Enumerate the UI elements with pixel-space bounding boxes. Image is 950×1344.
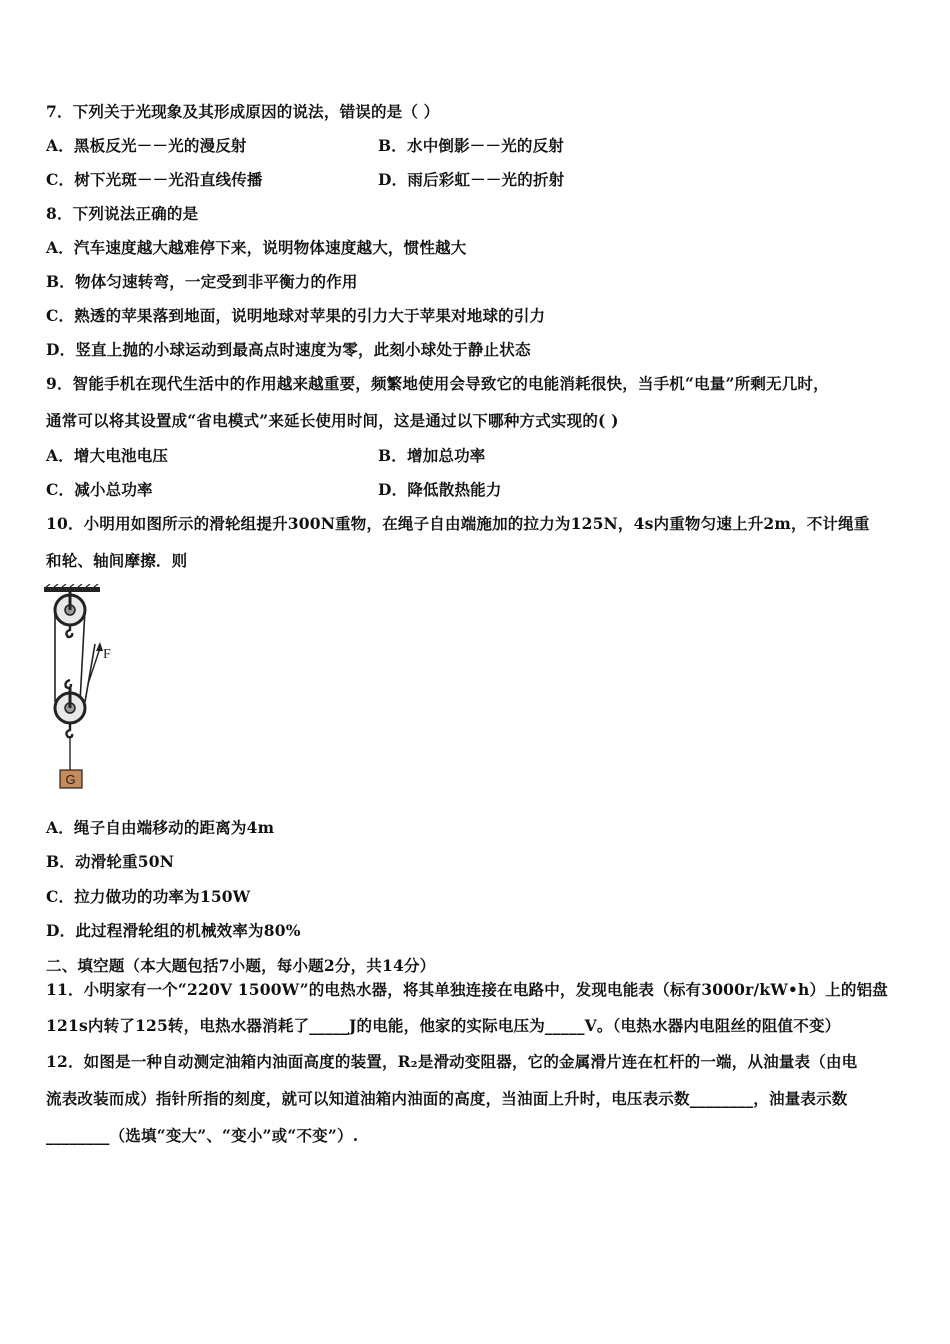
fixed-pulley-hook (66, 625, 72, 637)
q9-option-c: C．减小总功率 (46, 480, 153, 499)
q9-stem-line2: 通常可以将其设置成“省电模式”来延长使用时间，这是通过以下哪种方式实现的( ) (46, 411, 619, 430)
q8-stem: 8．下列说法正确的是 (46, 204, 199, 223)
q7-option-c: C．树下光斑－－光沿直线传播 (46, 170, 263, 189)
section2-heading: 二、填空题（本大题包括7小题，每小题2分，共14分） (46, 956, 436, 975)
force-arrowhead (96, 642, 103, 651)
q9-stem-line1: 9．智能手机在现代生活中的作用越来越重要，频繁地使用会导致它的电能消耗很快，当手机“电量”所剩无几时， (46, 374, 829, 393)
pulley-system-figure (40, 584, 130, 794)
q10-option-c: C．拉力做功的功率为150W (46, 887, 251, 906)
q8-option-c: C．熟透的苹果落到地面，说明地球对苹果的引力大于苹果对地球的引力 (46, 306, 546, 325)
q9-option-d: D．降低散热能力 (378, 480, 502, 499)
q7-option-d: D．雨后彩虹－－光的折射 (378, 170, 565, 189)
q10-stem-line2: 和轮、轴间摩擦．则 (46, 551, 188, 570)
q11-line2: 121s内转了125转，电热水器消耗了_____J的电能，他家的实际电压为_____V。（电热水器内电阻丝的阻值不变） (46, 1016, 841, 1035)
q9-option-a: A．增大电池电压 (46, 446, 169, 465)
q7-option-a: A．黑板反光－－光的漫反射 (46, 136, 247, 155)
rope-free-end (85, 644, 95, 702)
q12-line1: 12．如图是一种自动测定油箱内油面高度的装置，R₂是滑动变阻器，它的金属滑片连在杠杆的一端，从油量表（由电 (46, 1052, 858, 1071)
movable-pulley-top-hook (66, 680, 72, 688)
q7-stem: 7．下列关于光现象及其形成原因的说法，错误的是（ ） (46, 102, 440, 121)
movable-pulley-hook (66, 723, 72, 737)
q8-option-b: B．物体匀速转弯，一定受到非平衡力的作用 (46, 272, 358, 291)
rope-middle (80, 610, 85, 702)
q11-line1: 11．小明家有一个“220V 1500W”的电热水器，将其单独连接在电路中，发现电能表（标有3000r/kW•h）上的铝盘 (46, 980, 889, 999)
ceiling-bar (44, 587, 100, 592)
q9-option-b: B．增加总功率 (378, 446, 486, 465)
q12-line3: ________（选填“变大”、“变小”或“不变”）. (46, 1126, 359, 1145)
q12-line2: 流表改装而成）指针所指的刻度，就可以知道油箱内油面的高度，当油面上升时，电压表示数________，油量表示数 (46, 1089, 848, 1108)
q10-option-a: A．绳子自由端移动的距离为4m (46, 818, 275, 837)
q10-stem-line1: 10．小明用如图所示的滑轮组提升300N重物，在绳子自由端施加的拉力为125N，4s内重物匀速上升2m，不计绳重 (46, 514, 870, 533)
q10-option-b: B．动滑轮重50N (46, 852, 175, 871)
ceiling-hatching (46, 584, 98, 587)
q8-option-a: A．汽车速度越大越难停下来，说明物体速度越大，惯性越大 (46, 238, 467, 257)
weight-label-g: G (65, 772, 76, 787)
q10-option-d: D．此过程滑轮组的机械效率为80% (46, 921, 301, 940)
force-label-f: F (103, 647, 111, 662)
q7-option-b: B．水中倒影－－光的反射 (378, 136, 565, 155)
q8-option-d: D．竖直上抛的小球运动到最高点时速度为零，此刻小球处于静止状态 (46, 340, 531, 359)
